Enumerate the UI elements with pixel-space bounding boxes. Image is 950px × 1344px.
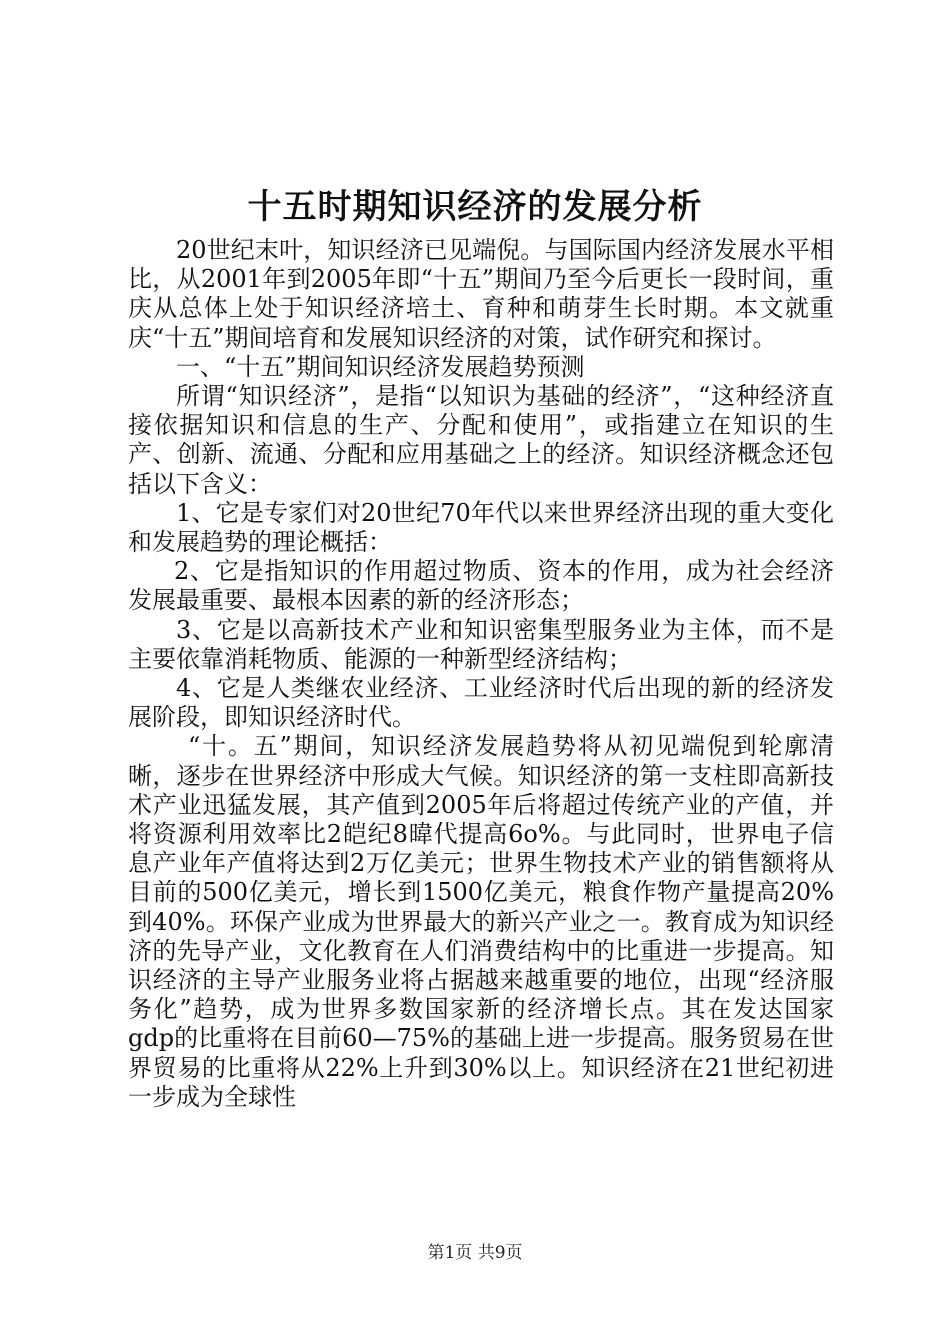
document-body [128, 236, 834, 1112]
list-item-3: 3、它是以高新技术产业和知识密集型服务业为主体，而不是主要依靠消耗物质、能源的一种新型经济结构； [128, 615, 834, 673]
section-heading: 一、“十五”期间知识经济发展趋势预测 [176, 352, 585, 381]
page-number: 第1页 共9页 [427, 1243, 523, 1263]
document-title: 十五时期知识经济的发展分析 [247, 187, 703, 227]
list-item-1: 1、它是专家们对20世纪70年代以来世界经济出现的重大变化和发展趋势的理论概括： [128, 498, 834, 557]
paragraph-definition: 所谓“知识经济”，是指“以知识为基础的经济”，“这种经济直接依据知识和信息的生产、分配和使用”，或指建立在知识的生产、创新、流通、分配和应用基础之上的经济。知识经济概念还包括以下含义： [128, 382, 834, 498]
paragraph-trend: “十。五”期间，知识经济发展趋势将从初见端倪到轮廓清晰，逐步在世界经济中形成大气候。知识经济的第一支柱即高新技术产业迅猛发展，其产值到2005年后将超过传统产业的产值，并将资源利用效率比2皑纪8暐代提高6o%。与此同时，世界电子信息产业年产值将达到2万亿美元；世界生物技术产业的销售额将从目前的500亿美元，增长到1500亿美元，粮食作物产量提高20%到40%。环保产业成为世界最大的新兴产业之一。教育成为知识经济的先导产业，文化教育在人们消费结构中的比重进一步提高。知识经济的主导产业服务业将占据越来越重要的地位，出现“经济服务化”趋势，成为世界多数国家新的经济增长点。其在发达国家gdp的比重将在目前60—75%的基础上进一步提高。服务贸易在世界贸易的比重将从22%上升到30%以上。知识经济在21世纪初进一步成为全球性 [128, 732, 834, 1111]
list-item-4: 4、它是人类继农业经济、工业经济时代后出现的新的经济发展阶段，即知识经济时代。 [128, 674, 834, 732]
list-item-2: 2、它是指知识的作用超过物质、资本的作用，成为社会经济发展最重要、最根本因素的新的经济形态； [128, 557, 834, 615]
paragraph-intro: 20世纪末叶，知识经济已见端倪。与国际国内经济发展水平相比，从2001年到2005年即“十五”期间乃至今后更长一段时间，重庆从总体上处于知识经济培土、育种和萌芽生长时期。本文就重庆“十五”期间培育和发展知识经济的对策，试作研究和探讨。 [128, 236, 834, 352]
